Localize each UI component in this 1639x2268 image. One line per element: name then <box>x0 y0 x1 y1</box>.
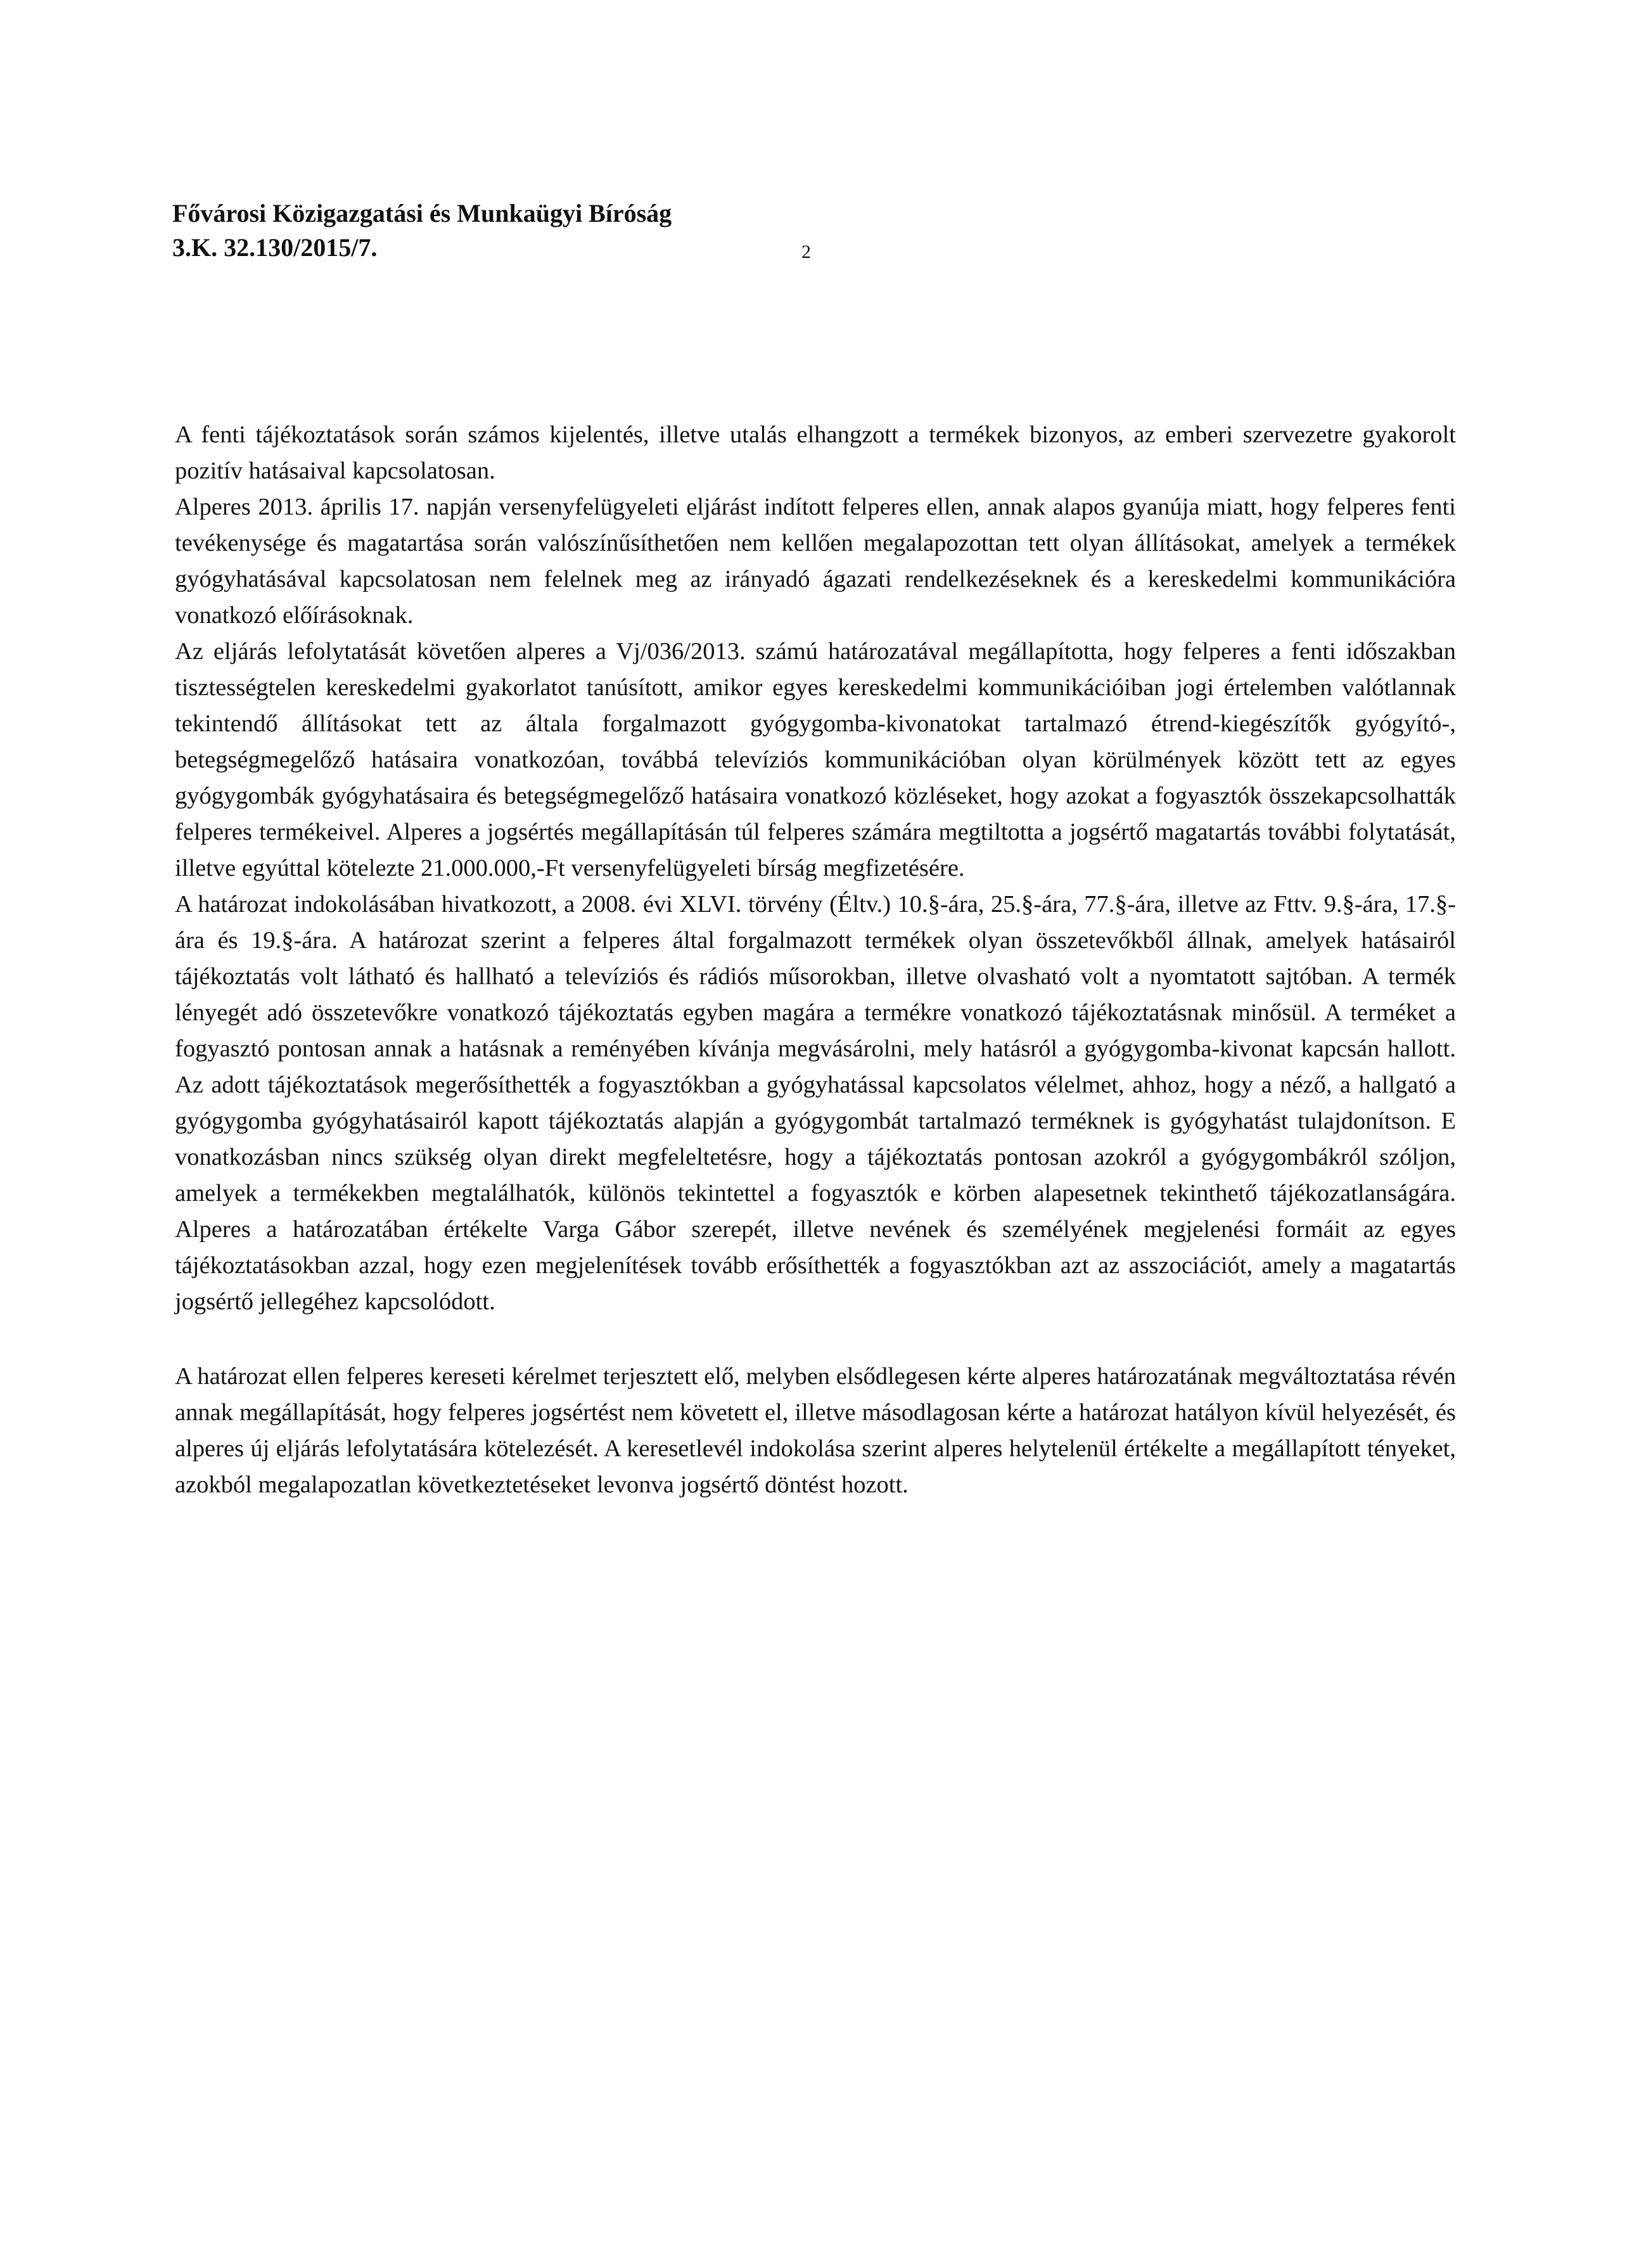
case-number: 3.K. 32.130/2015/7. <box>172 233 378 262</box>
court-name: Fővárosi Közigazgatási és Munkaügyi Bíróság <box>172 199 672 227</box>
page-number: 2 <box>801 241 811 262</box>
paragraph-proceedings-start: Alperes 2013. április 17. napján versenyfelügyeleti eljárást indított felperes ellen, annak alapos gyanúja miatt, hogy felperes fenti tevékenysége és magatartása során valószínűsíthetően nem kellően megalapozottan tett olyan állításokat, amelyek a termékek gyógyhatásával kapcsolatosan nem felelnek meg az irányadó ágazati rendelkezéseknek és a kereskedelmi kommunikációra vonatkozó előírásoknak. <box>175 494 1456 629</box>
document-body <box>175 417 1456 1503</box>
document-header <box>172 196 672 265</box>
paragraph-decision: Az eljárás lefolytatását követően alperes a Vj/036/2013. számú határozatával megállapította, hogy felperes a fenti időszakban tisztességtelen kereskedelmi gyakorlatot tanúsított, amikor egyes kereskedelmi kommunikációiban jogi értelemben valótlannak tekintendő állításokat tett az általa forgalmazott gyógygomba-kivonatokat tartalmazó étrend-kiegészítők gyógyító-, betegségmegelőző hatásaira vonatkozóan, továbbá televíziós kommunikációban olyan körülmények között tett az egyes gyógygombák gyógyhatásaira és betegségmegelőző hatásaira vonatkozó közléseket, hogy azokat a fogyasztók összekapcsolhatták felperes termékeivel. Alperes a jogsértés megállapításán túl felperes számára megtiltotta a jogsértő magatartás további folytatását, illetve egyúttal kötelezte 21.000.000,-Ft versenyfelügyeleti bírság megfizetésére. <box>175 638 1456 881</box>
paragraph-appeal: A határozat ellen felperes kereseti kérelmet terjesztett elő, melyben elsődlegesen kérte alperes határozatának megváltoztatása révén annak megállapítását, hogy felperes jogsértést nem követett el, illetve másodlagosan kérte a határozat hatályon kívül helyezését, és alperes új eljárás lefolytatására kötelezését. A keresetlevél indokolása szerint alperes helytelenül értékelte a megállapított tényeket, azokból megalapozatlan következtetéseket levonva jogsértő döntést hozott. <box>175 1363 1456 1498</box>
paragraph-statements: A fenti tájékoztatások során számos kijelentés, illetve utalás elhangzott a termékek bizonyos, az emberi szervezetre gyakorolt pozitív hatásaival kapcsolatosan. <box>175 421 1456 484</box>
paragraph-reasoning: A határozat indokolásában hivatkozott, a 2008. évi XLVI. törvény (Éltv.) 10.§-ára, 25.§-ára, 77.§-ára, illetve az Fttv. 9.§-ára, 17.§-ára és 19.§-ára. A határozat szerint a felperes által forgalmazott termékek olyan összetevőkből állnak, amelyek hatásairól tájékoztatás volt látható és hallható a televíziós és rádiós műsorokban, illetve olvasható volt a nyomtatott sajtóban. A termék lényegét adó összetevőkre vonatkozó tájékoztatás egyben magára a termékre vonatkozó tájékoztatásnak minősül. A terméket a fogyasztó pontosan annak a hatásnak a reményében kívánja megvásárolni, mely hatásról a gyógygomba-kivonat kapcsán hallott. Az adott tájékoztatások megerősíthették a fogyasztókban a gyógyhatással kapcsolatos vélelmet, ahhoz, hogy a néző, a hallgató a gyógygomba gyógyhatásairól kapott tájékoztatás alapján a gyógygombát tartalmazó terméknek is gyógyhatást tulajdonítson. E vonatkozásban nincs szükség olyan direkt megfeleltetésre, hogy a tájékoztatás pontosan azokról a gyógygombákról szóljon, amelyek a termékekben megtalálhatók, különös tekintettel a fogyasztók e körben alapesetnek tekinthető tájékozatlanságára. Alperes a határozatában értékelte Varga Gábor szerepét, illetve nevének és személyének megjelenési formáit az egyes tájékoztatásokban azzal, hogy ezen megjelenítések tovább erősíthették a fogyasztókban azt az asszociációt, amely a magatartás jogsértő jellegéhez kapcsolódott. <box>175 891 1456 1315</box>
